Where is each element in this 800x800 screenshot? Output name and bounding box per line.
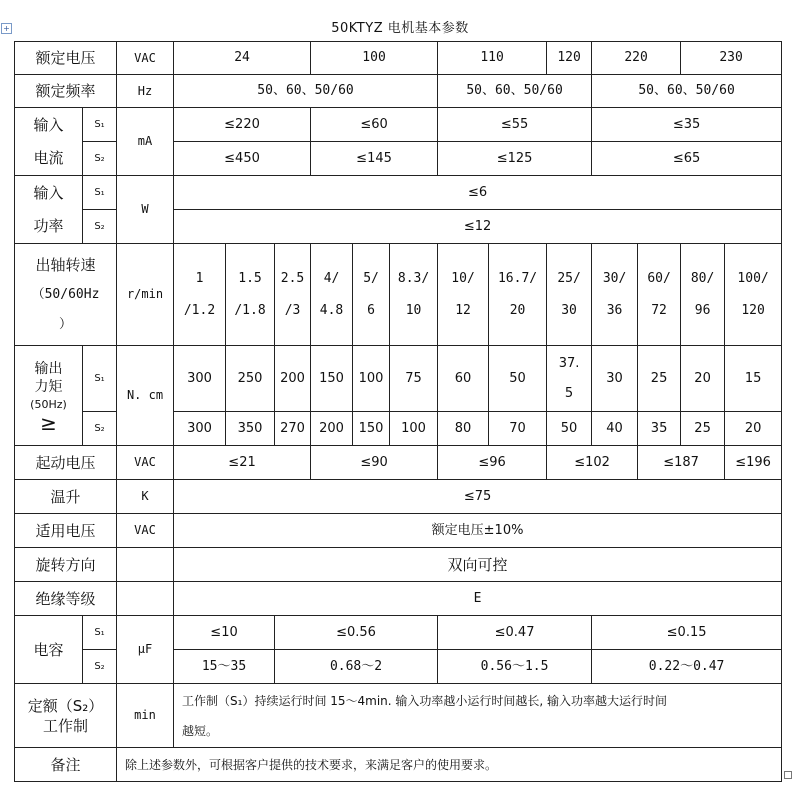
output-speed-value-bottom: 30	[561, 302, 577, 318]
output-speed-label-line2: （50/60Hz	[31, 286, 100, 302]
output-speed-value-bottom: 6	[367, 302, 375, 318]
output-torque-s1-value: 200	[275, 346, 311, 412]
row-rated-frequency	[15, 75, 782, 108]
row-input-power-s1	[15, 176, 782, 210]
output-speed-value	[390, 244, 438, 346]
rotation-direction-value: 双向可控	[174, 548, 782, 582]
output-speed-value	[353, 244, 390, 346]
input-current-s1-value: ≤60	[311, 108, 438, 142]
motor-parameters-table	[14, 41, 782, 782]
output-torque-label	[15, 346, 83, 446]
output-speed-value-top: 10/	[451, 270, 475, 286]
duty-value-line2: 越短。	[182, 723, 219, 738]
row-remarks	[15, 748, 782, 782]
duty-label	[15, 684, 117, 748]
output-speed-label	[15, 244, 117, 346]
starting-voltage-unit: VAC	[117, 446, 174, 480]
output-torque-s1-value: 150	[311, 346, 353, 412]
output-torque-s2-value: 150	[353, 412, 390, 446]
starting-voltage-value: ≤196	[725, 446, 782, 480]
output-torque-s1-value: 15	[725, 346, 782, 412]
page-title: 50KTYZ 电机基本参数	[331, 21, 469, 36]
input-current-s2-value: ≤450	[174, 142, 311, 176]
output-speed-value-top: 8.3/	[397, 270, 430, 286]
remarks-label: 备注	[15, 748, 117, 782]
capacitance-s1-value: ≤0.15	[592, 616, 782, 650]
row-temperature-rise	[15, 480, 782, 514]
insulation-class-label: 绝缘等级	[15, 582, 117, 616]
duty-value	[174, 684, 782, 748]
rated-voltage-unit: VAC	[117, 42, 174, 75]
rated-voltage-value: 230	[681, 42, 782, 75]
output-torque-unit: N. cm	[117, 346, 174, 446]
rotation-direction-unit-empty	[117, 548, 174, 582]
row-output-speed	[15, 244, 782, 346]
input-power-s2-value: ≤12	[174, 210, 782, 244]
output-speed-value-bottom: 36	[606, 302, 623, 318]
row-capacitance-s1	[15, 616, 782, 650]
output-torque-s2-value: 40	[592, 412, 638, 446]
output-speed-value-bottom: 20	[509, 302, 526, 318]
capacitance-s1-value: ≤10	[174, 616, 275, 650]
output-torque-s1-value	[547, 346, 592, 412]
output-torque-s2-value: 25	[681, 412, 725, 446]
output-torque-s2-label: S₂	[83, 412, 117, 446]
output-speed-value-top: 100/	[737, 270, 769, 286]
row-applicable-voltage	[15, 514, 782, 548]
output-torque-label-line3: (50Hz)	[30, 397, 67, 411]
output-torque-s1-value: 75	[390, 346, 438, 412]
input-current-s1-value: ≤220	[174, 108, 311, 142]
output-torque-label-line1: 输出	[34, 360, 63, 377]
input-current-label-bottom: 电流	[15, 142, 83, 176]
input-current-s2-value: ≤125	[438, 142, 592, 176]
table-resize-handle-icon[interactable]	[784, 771, 792, 779]
output-speed-value	[275, 244, 311, 346]
output-speed-value-bottom: /3	[284, 302, 301, 318]
row-insulation-class	[15, 582, 782, 616]
duty-label-line2: 工作制	[43, 716, 89, 735]
input-power-s1-label: S₁	[83, 176, 117, 210]
output-speed-value-top: 60/	[647, 270, 671, 286]
output-torque-s2-value: 300	[174, 412, 226, 446]
output-torque-s1-value-bottom: 5	[564, 385, 574, 401]
input-current-s1-value: ≤55	[438, 108, 592, 142]
output-torque-s1-value-top: 37.	[558, 355, 580, 371]
starting-voltage-value: ≤90	[311, 446, 438, 480]
rated-voltage-value: 120	[547, 42, 592, 75]
output-speed-value-top: 2.5	[280, 270, 305, 286]
row-rotation-direction	[15, 548, 782, 582]
output-speed-value	[681, 244, 725, 346]
temperature-rise-label: 温升	[15, 480, 117, 514]
rated-frequency-value: 50、60、50/60	[592, 75, 782, 108]
output-speed-value-bottom: 120	[741, 302, 765, 318]
temperature-rise-value: ≤75	[174, 480, 782, 514]
temperature-rise-unit: K	[117, 480, 174, 514]
duty-label-line1: 定额（S₂）	[27, 696, 104, 715]
rated-frequency-unit: Hz	[117, 75, 174, 108]
output-torque-s2-value: 80	[438, 412, 489, 446]
output-torque-s1-value: 300	[174, 346, 226, 412]
input-current-label-top: 输入	[15, 108, 83, 142]
capacitance-s2-value: 0.22～0.47	[592, 650, 782, 684]
output-torque-s1-value: 20	[681, 346, 725, 412]
table-move-handle-icon[interactable]: +	[1, 23, 12, 34]
output-speed-value-top: 30/	[602, 270, 627, 286]
output-torque-label-line2: 力矩	[34, 378, 63, 395]
output-speed-value-bottom: 96	[694, 302, 711, 318]
output-speed-value	[638, 244, 681, 346]
output-speed-value	[311, 244, 353, 346]
output-torque-s1-value: 250	[226, 346, 275, 412]
input-power-s1-value: ≤6	[174, 176, 782, 210]
output-torque-s2-value: 35	[638, 412, 681, 446]
remarks-value: 除上述参数外，可根据客户提供的技术要求，来满足客户的使用要求。	[117, 748, 782, 782]
output-speed-value	[226, 244, 275, 346]
output-speed-label-line3: ）	[59, 316, 73, 332]
output-torque-s2-value: 50	[547, 412, 592, 446]
input-current-unit: mA	[117, 108, 174, 176]
capacitance-s2-label: S₂	[83, 650, 117, 684]
output-speed-value-bottom: /1.2	[183, 302, 216, 318]
applicable-voltage-value: 额定电压±10%	[174, 514, 782, 548]
input-power-label-top: 输入	[15, 176, 83, 210]
row-input-current-s1	[15, 108, 782, 142]
rated-voltage-value: 100	[311, 42, 438, 75]
output-speed-value-top: 4/	[323, 270, 340, 286]
capacitance-unit: μF	[117, 616, 174, 684]
starting-voltage-value: ≤187	[638, 446, 725, 480]
input-power-s2-label: S₂	[83, 210, 117, 244]
output-torque-s1-value: 50	[489, 346, 547, 412]
rated-frequency-value: 50、60、50/60	[174, 75, 438, 108]
capacitance-s2-value: 0.56～1.5	[438, 650, 592, 684]
output-torque-s1-value: 60	[438, 346, 489, 412]
applicable-voltage-unit: VAC	[117, 514, 174, 548]
output-speed-value-top: 1.5	[238, 270, 262, 286]
row-output-torque-s1	[15, 346, 782, 412]
output-speed-value-bottom: 12	[455, 302, 471, 318]
starting-voltage-value: ≤21	[174, 446, 311, 480]
capacitance-s2-value: 0.68～2	[275, 650, 438, 684]
output-speed-value-top: 16.7/	[497, 270, 538, 286]
rated-voltage-value: 24	[174, 42, 311, 75]
output-speed-value	[174, 244, 226, 346]
output-torque-s2-value: 70	[489, 412, 547, 446]
output-speed-unit: r/min	[117, 244, 174, 346]
applicable-voltage-label: 适用电压	[15, 514, 117, 548]
rotation-direction-label: 旋转方向	[15, 548, 117, 582]
output-speed-value	[547, 244, 592, 346]
starting-voltage-value: ≤102	[547, 446, 638, 480]
input-power-label-bottom: 功率	[15, 210, 83, 244]
capacitance-s2-value: 15～35	[174, 650, 275, 684]
rated-voltage-value: 220	[592, 42, 681, 75]
output-torque-s2-value: 200	[311, 412, 353, 446]
output-speed-value-top: 25/	[557, 270, 581, 286]
output-speed-value-bottom: /1.8	[234, 302, 266, 318]
output-speed-value	[592, 244, 638, 346]
output-torque-s2-value: 270	[275, 412, 311, 446]
insulation-class-unit-empty	[117, 582, 174, 616]
output-torque-s2-value: 100	[390, 412, 438, 446]
output-speed-value-top: 5/	[363, 270, 379, 286]
capacitance-label: 电容	[15, 616, 83, 684]
capacitance-s1-value: ≤0.56	[275, 616, 438, 650]
output-speed-value-top: 80/	[690, 270, 715, 286]
output-torque-label-line4: ≥	[40, 410, 57, 435]
capacitance-s1-label: S₁	[83, 616, 117, 650]
input-current-s2-label: S₂	[83, 142, 117, 176]
input-current-s2-value: ≤145	[311, 142, 438, 176]
output-speed-value	[725, 244, 782, 346]
input-current-s1-value: ≤35	[592, 108, 782, 142]
input-current-s1-label: S₁	[83, 108, 117, 142]
rated-voltage-label: 额定电压	[15, 42, 117, 75]
starting-voltage-label: 起动电压	[15, 446, 117, 480]
row-duty	[15, 684, 782, 748]
input-current-s2-value: ≤65	[592, 142, 782, 176]
output-torque-s1-value: 25	[638, 346, 681, 412]
output-speed-value	[489, 244, 547, 346]
output-speed-label-line1: 出轴转速	[35, 255, 96, 274]
row-rated-voltage	[15, 42, 782, 75]
output-speed-value-bottom: 4.8	[319, 302, 344, 318]
starting-voltage-value: ≤96	[438, 446, 547, 480]
duty-value-line1: 工作制（S₁）持续运行时间 15～4min. 输入功率越小运行时间越长, 输入功率越大运行时间	[182, 693, 668, 708]
duty-unit: min	[117, 684, 174, 748]
output-speed-value-bottom: 10	[405, 302, 422, 318]
output-torque-s1-label: S₁	[83, 346, 117, 412]
row-starting-voltage	[15, 446, 782, 480]
output-torque-s1-value: 30	[592, 346, 638, 412]
output-speed-value-bottom: 72	[651, 302, 667, 318]
output-torque-s2-value: 350	[226, 412, 275, 446]
input-power-unit: W	[117, 176, 174, 244]
output-speed-value	[438, 244, 489, 346]
output-torque-s1-value: 100	[353, 346, 390, 412]
insulation-class-value: E	[174, 582, 782, 616]
rated-voltage-value: 110	[438, 42, 547, 75]
rated-frequency-value: 50、60、50/60	[438, 75, 592, 108]
capacitance-s1-value: ≤0.47	[438, 616, 592, 650]
output-speed-value-top: 1	[195, 270, 204, 286]
output-torque-s2-value: 20	[725, 412, 782, 446]
rated-frequency-label: 额定频率	[15, 75, 117, 108]
